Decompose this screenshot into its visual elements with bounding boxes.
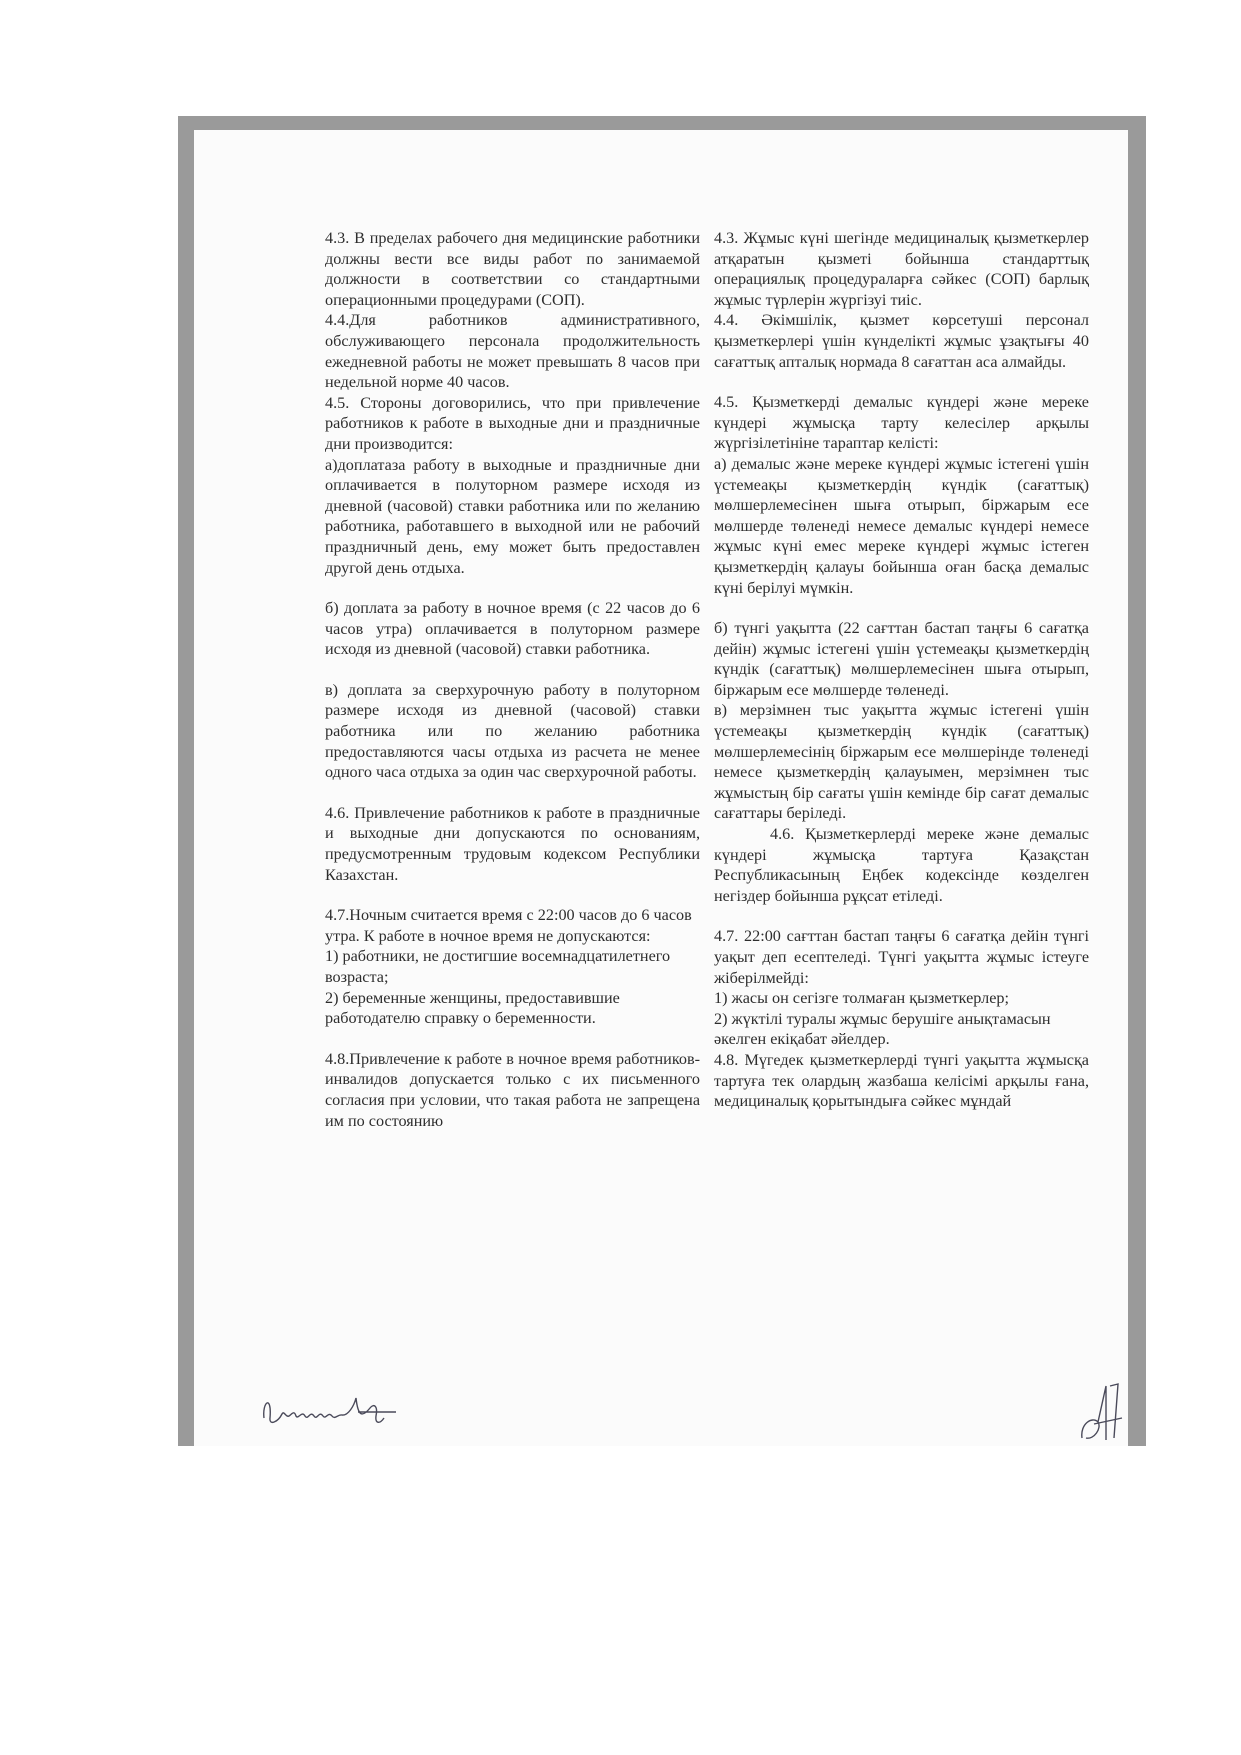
- clause-4-7-item-2-kz: 2) жүктілі туралы жұмыс берушіге анықтамасын әкелген екіқабат әйелдер.: [714, 1009, 1051, 1049]
- clause-4-5a-ru: а)доплатаза работу в выходные и праздничные дни оплачивается в полуторном размере исходя из дневной (часовой) ставки работника или по желанию работника, работавшего в выходной или не рабочий праздничный день, ему может быть предоставлен другой день отдыха.: [325, 455, 700, 577]
- spacer: [325, 885, 700, 905]
- clause-4-7-kz: 4.7. 22:00 сағттан бастап таңғы 6 сағатқа дейін түнгі уақыт деп есептеледі. Түнгі уақытта жұмыс істеуге жіберілмейді:: [714, 927, 1089, 987]
- clause-4-4-ru: 4.4.Для работников административного, обслуживающего персонала продолжительность ежедневной работы не может превышать 8 часов при недельной норме 40 часов.: [325, 311, 700, 392]
- spacer: [325, 660, 700, 680]
- clause-4-5c-ru: в) доплата за сверхурочную работу в полуторном размере исходя из дневной (часовой) ставки работника или по желанию работника предоставляются часы отдыха из расчета не менее одного часа отдыха за один час сверхурочной работы.: [325, 680, 700, 782]
- clause-4-5c-kz: в) мерзімнен тыс уақытта жұмыс істегені үшін үстемеақы қызметкердің күндік (сағаттық) мөлшерлемесінің біржарым есе мөлшерінде төленеді немесе қызметкердің қалауымен, мерзімнен тыс жұмыстың бір сағаты үшін кемінде бір сағат демалыс сағаттары беріледі.: [714, 701, 1089, 823]
- clause-4-6-ru: 4.6. Привлечение работников к работе в праздничные и выходные дни допускаются по основаниям, предусмотренным трудовым кодексом Республики Казахстан.: [325, 803, 700, 884]
- signature-right: [1076, 1378, 1126, 1448]
- clause-4-5a-kz: а) демалыс және мереке күндері жұмыс істегені үшін үстемеақы қызметкердің күндік (сағаттық) мөлшерлемесінен шыға отырып, біржарым есе мөлшерде төленеді немесе демалыс күндері немесе жұмыс күні емес мереке күндері жұмыс істеген қызметкердің қалауы бойынша оған басқа демалыс күні берілуі мүмкін.: [714, 454, 1089, 597]
- spacer: [714, 906, 1089, 926]
- clause-4-5-kz: 4.5. Қызметкерді демалыс күндері және мереке күндері жұмысқа тарту келесілер арқылы жүргізілетініне тараптар келісті:: [714, 393, 1089, 453]
- russian-text-column: [325, 228, 700, 1131]
- clause-4-4-kz: 4.4. Әкімшілік, қызмет көрсетуші персонал қызметкерлері үшін күнделікті жұмыс ұзақтығы 40 сағаттық апталық нормада 8 сағаттан аса алмайды.: [714, 311, 1089, 371]
- clause-4-6-kz: 4.6. Қызметкерлерді мереке және демалыс күндері жұмысқа тартуға Қазақстан Республикасының Еңбек кодексінде көзделген негіздер бойынша рұқсат етіледі.: [714, 825, 1089, 905]
- clause-4-8-ru: 4.8.Привлечение к работе в ночное время работников-инвалидов допускается только с их письменного согласия при условии, что такая работа не запрещена им по состоянию: [325, 1049, 700, 1130]
- clause-4-7-item-1-kz: 1) жасы он сегізге толмаған қызметкерлер;: [714, 989, 1010, 1008]
- spacer: [714, 598, 1089, 618]
- spacer: [325, 1029, 700, 1049]
- clause-4-7-ru: 4.7.Ночным считается время с 22:00 часов до 6 часов утра. К работе в ночное время не допускаются:: [325, 906, 692, 945]
- clause-4-8-kz: 4.8. Мүгедек қызметкерлерді түнгі уақытта жұмысқа тартуға тек олардың жазбаша келісімі арқылы ғана, медициналық қорытындыға сәйкес мұндай: [714, 1050, 1089, 1111]
- clause-4-5b-ru: б) доплата за работу в ночное время (с 22 часов до 6 часов утра) оплачивается в полуторном размере исходя из дневной (часовой) ставки работника.: [325, 599, 700, 659]
- clause-4-3-kz: 4.3. Жұмыс күні шегінде медициналық қызметкерлер атқаратын қызметі бойынша стандарттық операциялық процедураларға сәйкес (СОП) барлық жұмыс түрлерін жүргізуі тиіс.: [714, 229, 1089, 309]
- spacer: [325, 783, 700, 803]
- clause-4-7-item-2-ru: 2) беременные женщины, предоставившие работодателю справку о беременности.: [325, 988, 620, 1028]
- signature-left: [258, 1388, 408, 1432]
- spacer: [325, 578, 700, 598]
- kazakh-text-column: [714, 228, 1089, 1112]
- clause-4-7-item-1-ru: 1) работники, не достигшие восемнадцатилетнего возраста;: [325, 947, 671, 986]
- clause-4-5b-kz: б) түнгі уақытта (22 сағттан бастап таңғы 6 сағатқа дейін) жұмыс істегені үшін үстемеақы қызметкердің күндік (сағаттық) мөлшерлемесінен шыға отырып, біржарым есе мөлшерде төленеді.: [714, 619, 1089, 699]
- clause-4-3-ru: 4.3. В пределах рабочего дня медицинские работники должны вести все виды работ по занимаемой должности в соответствии со стандартными операционными процедурами (СОП).: [325, 229, 700, 309]
- spacer: [714, 372, 1089, 392]
- clause-4-5-ru: 4.5. Стороны договорились, что при привлечение работников к работе в выходные дни и праздничные дни производится:: [325, 393, 700, 453]
